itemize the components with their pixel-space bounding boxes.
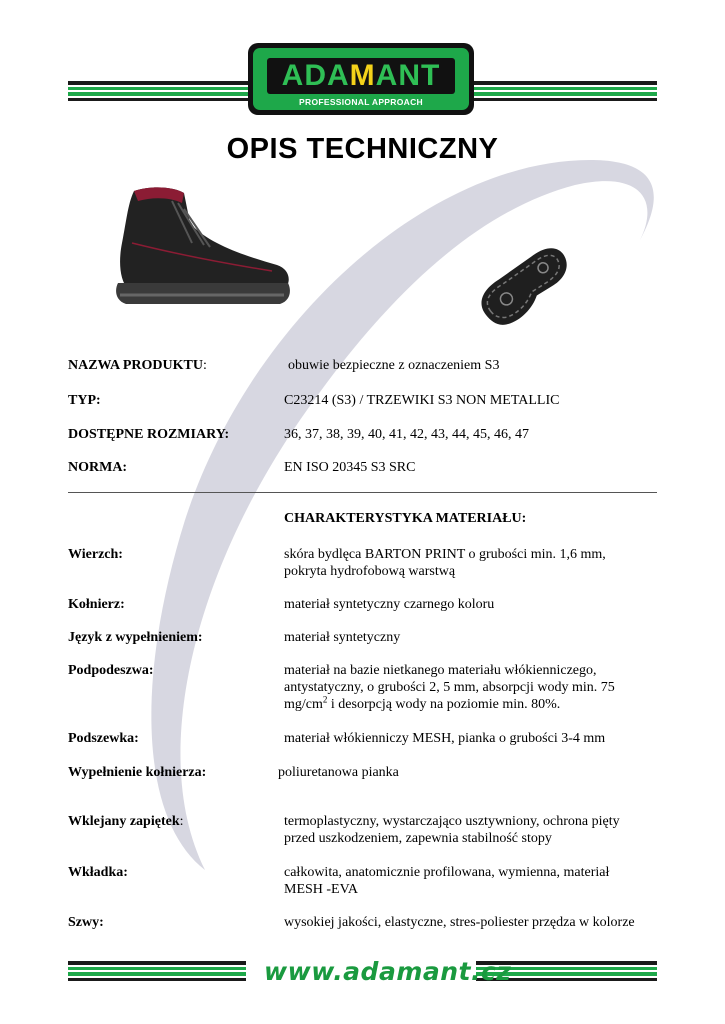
upper-line: skóra bydlęca BARTON PRINT o grubości min. 1,6 mm, — [284, 547, 606, 562]
insole-board-line: antystatyczny, o grubości 2, 5 mm, absorpcji wody min. 75 — [284, 680, 615, 695]
lining-label: Podszewka: — [68, 731, 139, 746]
collar-value: materiał syntetyczny czarnego koloru — [284, 597, 495, 612]
sizes-value: 36, 37, 38, 39, 40, 41, 42, 43, 44, 45, 46, 47 — [284, 427, 529, 442]
lining-value: materiał włókienniczy MESH, pianka o grubości 3-4 mm — [284, 731, 606, 746]
safety-boot-photo-icon — [112, 183, 294, 308]
footer-website-url: www.adamant.cz — [264, 957, 512, 986]
product-name-label: NAZWA PRODUKTU: — [68, 358, 207, 373]
adamant-logo — [248, 43, 474, 115]
norm-label: NORMA: — [68, 460, 128, 475]
logo-wordmark: ADAMANT — [267, 58, 455, 94]
insole-board-value — [284, 662, 615, 713]
product-name-value: obuwie bezpieczne z oznaczeniem S3 — [288, 358, 500, 373]
norm-value: EN ISO 20345 S3 SRC — [284, 460, 416, 475]
insole-board-label: Podpodeszwa: — [68, 663, 154, 678]
type-value: C23214 (S3) / TRZEWIKI S3 NON METALLIC — [284, 393, 560, 408]
seams-value: wysokiej jakości, elastyczne, stres-poliester przędza w kolorze — [284, 915, 635, 930]
type-label: TYP: — [68, 393, 101, 408]
tongue-label: Język z wypełnieniem: — [68, 630, 203, 645]
insole-board-line: materiał na bazie nietkanego materiału włókienniczego, — [284, 663, 597, 678]
insole-board-line: $mg/cm^2$ i desorpcją wody na poziomie min. 80%. — [284, 694, 561, 712]
upper-label: Wierzch: — [68, 547, 123, 562]
material-section-heading: CHARAKTERYSTYKA MATERIAŁU: — [284, 511, 527, 526]
counter-value — [284, 813, 620, 847]
collar-fill-value: poliuretanowa pianka — [278, 765, 399, 780]
section-divider — [68, 492, 657, 493]
insert-line: MESH -EVA — [284, 882, 359, 897]
sizes-label: DOSTĘPNE ROZMIARY: — [68, 427, 230, 442]
tongue-value: materiał syntetyczny — [284, 630, 401, 645]
page-title: OPIS TECHNICZNY — [226, 133, 499, 165]
insert-line: całkowita, anatomicznie profilowana, wymienna, materiał — [284, 865, 610, 880]
collar-fill-label: Wypełnienie kołnierza: — [68, 765, 207, 780]
insert-value — [284, 864, 609, 898]
counter-label: Wklejany zapiętek: — [68, 814, 184, 829]
upper-line: pokryta hydrofobową warstwą — [284, 564, 456, 579]
counter-line: termoplastyczny, wystarczająco usztywniony, ochrona pięty — [284, 814, 620, 829]
logo-tagline: PROFESSIONAL APPROACH — [299, 97, 423, 107]
seams-label: Szwy: — [68, 915, 104, 930]
upper-value — [284, 546, 606, 580]
boot-sole-photo-icon — [468, 240, 578, 332]
insert-label: Wkładka: — [68, 865, 128, 880]
collar-label: Kołnierz: — [68, 597, 125, 612]
counter-line: przed uszkodzeniem, zapewnia stabilność stopy — [284, 831, 552, 846]
